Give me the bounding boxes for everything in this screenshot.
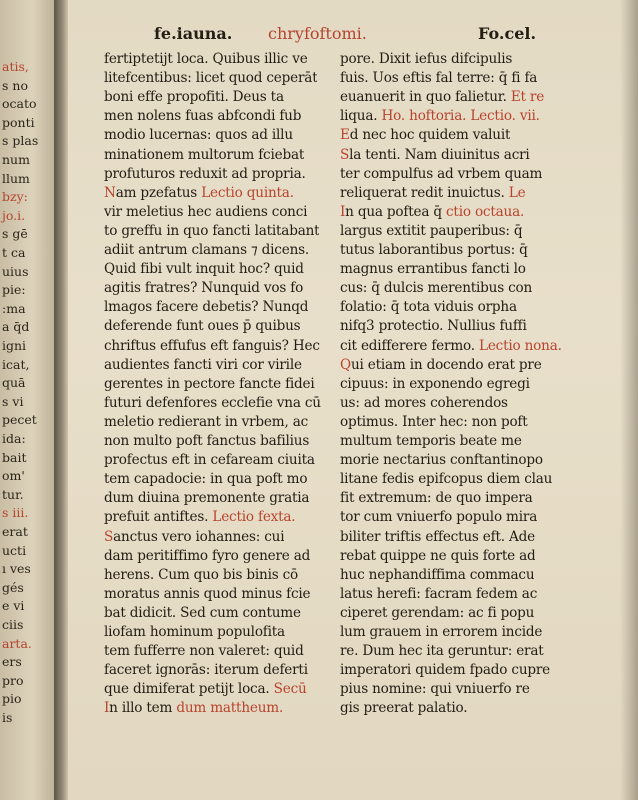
body-text: boni effe propofiti. Deus ta xyxy=(104,89,284,106)
body-text: audientes fancti viri cor virile xyxy=(104,356,302,373)
text-line xyxy=(340,165,542,184)
text-line xyxy=(340,126,510,145)
body-text: chriftus effufus eft fanguis? Hec xyxy=(104,337,320,354)
body-text: moratus annis quod minus fcie xyxy=(104,585,311,602)
left-page-fragment: ciis xyxy=(2,617,24,632)
rubric-text: S xyxy=(104,528,114,545)
text-line xyxy=(104,451,315,470)
body-text: multum temporis beate me xyxy=(340,433,522,449)
body-text: cipuus: in exponendo egregi xyxy=(340,375,530,392)
body-text: gerentes in pectore fancte fidei xyxy=(104,375,315,392)
body-text: ui etiam in docendo erat pre xyxy=(350,356,542,373)
left-page-fragment: ponti xyxy=(2,114,35,130)
body-text: liqua. xyxy=(340,108,382,125)
left-page-fragment: om' xyxy=(2,468,25,484)
body-text: n qua poftea q̄ xyxy=(345,203,447,220)
text-line xyxy=(340,604,534,623)
body-text: tem fufferre non valeret: quid xyxy=(104,643,304,660)
text-line xyxy=(104,528,284,547)
body-text: d nec hoc quidem valuit xyxy=(349,127,511,144)
left-page-edge xyxy=(0,0,54,800)
body-text: agitis fratres? Nunquid vos fo xyxy=(104,280,304,297)
text-line xyxy=(340,661,550,680)
body-text: adiit antrum clamans ⁊ dicens. xyxy=(104,242,310,258)
text-line xyxy=(104,88,284,107)
text-line xyxy=(340,508,537,527)
body-text: non multo poft fanctus bafilius xyxy=(104,433,310,449)
text-line xyxy=(104,489,309,508)
text-line xyxy=(104,50,308,69)
body-text: liofam hominum populofita xyxy=(104,624,285,640)
text-line xyxy=(340,642,544,661)
left-page-fragment: ucti xyxy=(2,542,27,558)
body-text: morie nectarius conftantinopo xyxy=(340,452,543,469)
left-page-fragment: pie: xyxy=(2,282,26,298)
left-page-fragment: jo.i. xyxy=(2,207,26,223)
text-line xyxy=(340,680,530,699)
text-line xyxy=(104,508,295,527)
left-page-fragment: bzy: xyxy=(2,189,28,205)
left-page-fragment: e vi xyxy=(2,598,25,614)
left-page-fragment: uius xyxy=(2,263,29,279)
body-text: cus: q̄ dulcis merentibus con xyxy=(340,280,533,297)
rubric-text: Lectio quinta. xyxy=(201,184,294,201)
text-line xyxy=(340,146,530,165)
body-text: anctus vero iohannes: cui xyxy=(113,528,285,545)
text-line xyxy=(340,623,542,642)
left-page-fragment: gés xyxy=(2,579,24,595)
body-text: herens. Cum quo bis binis cō xyxy=(104,566,299,583)
body-text: re. Dum hec ita geruntur: erat xyxy=(340,643,544,660)
right-page xyxy=(68,0,638,800)
body-text: dam peritiffimo fyro genere ad xyxy=(104,547,311,564)
body-text: fertiptetijt loca. Quibus illic ve xyxy=(104,51,308,67)
rubric-text: S xyxy=(340,146,350,163)
text-line xyxy=(104,623,285,642)
body-text: profectus eft in cefaream ciuita xyxy=(104,452,315,469)
folio-number: Fo.cel. xyxy=(478,24,537,43)
text-line xyxy=(340,470,552,489)
body-text: lum grauem in errorem incide xyxy=(340,624,543,640)
body-text: fuis. Uos eftis fal terre: q̄ fi fa xyxy=(340,70,538,87)
text-line xyxy=(104,107,301,126)
body-text: meletio redierant in vrbem, ac xyxy=(104,413,309,430)
left-page-fragment: t ca xyxy=(2,245,26,260)
text-line xyxy=(340,88,544,107)
body-text: prefuit antiftes. xyxy=(104,509,213,526)
text-line xyxy=(104,375,315,394)
left-page-fragment: tur. xyxy=(2,486,24,502)
text-line xyxy=(340,279,532,298)
text-line xyxy=(340,260,526,279)
left-page-fragment: arta. xyxy=(2,635,32,651)
body-text: dum diuina premonente gratia xyxy=(104,490,310,507)
text-line xyxy=(104,126,293,145)
text-line xyxy=(340,50,512,69)
left-page-fragment: ers xyxy=(2,654,22,670)
left-page-fragment: s vi xyxy=(2,393,24,409)
body-text: futuri defenfores ecclefie vna cū xyxy=(104,394,321,411)
left-page-fragment: s plas xyxy=(2,133,39,149)
text-line xyxy=(104,585,310,604)
text-line xyxy=(104,146,304,165)
body-text: pore. Dixit iefus difcipulis xyxy=(340,51,513,67)
text-line xyxy=(104,298,308,317)
rubric-text: Ho. hoftoria. Lectio. vii. xyxy=(381,108,540,125)
text-line xyxy=(104,222,319,241)
text-line xyxy=(340,184,525,203)
body-text: litane fedis epifcopus diem clau xyxy=(340,471,553,488)
body-text: tem capadocie: in qua poft mo xyxy=(104,471,308,488)
rubric-text: N xyxy=(104,184,116,201)
text-line xyxy=(340,451,543,470)
body-text: bat didicit. Sed cum contume xyxy=(104,604,301,621)
body-text: pius nomine: qui vniuerfo re xyxy=(340,681,530,698)
left-page-fragment: quā xyxy=(2,375,26,391)
rubric-text: Lectio nona. xyxy=(479,337,562,354)
body-text: vir meletius hec audiens conci xyxy=(104,203,308,220)
body-text: faceret ignorās: iterum deferti xyxy=(104,662,308,679)
left-page-fragment: icat, xyxy=(2,356,30,372)
body-text: litefcentibus: licet quod ceperāt xyxy=(104,70,318,87)
text-line xyxy=(104,642,304,661)
body-text: magnus errantibus fancti lo xyxy=(340,261,526,278)
body-text: ter compulfus ad vrbem quam xyxy=(340,165,543,182)
left-page-fragment: erat xyxy=(2,524,28,539)
left-page-fragment: s gē xyxy=(2,226,28,242)
body-text: cit edifferere fermo. xyxy=(340,337,480,354)
body-text: nifq3 protectio. Nullius fuffi xyxy=(340,318,527,335)
text-line xyxy=(104,203,307,222)
text-line xyxy=(340,317,527,336)
left-page-fragment: s iii. xyxy=(2,505,29,521)
text-line xyxy=(340,528,535,547)
book-gutter xyxy=(54,0,68,800)
body-text: deferende funt oues p̄ quibus xyxy=(104,318,301,335)
text-line xyxy=(104,547,310,566)
body-text: modio lucernas: quos ad illu xyxy=(104,127,293,144)
body-text: am pzefatus xyxy=(115,184,202,201)
body-text: fit extremum: de quo impera xyxy=(340,490,533,507)
text-line xyxy=(340,394,508,413)
text-line xyxy=(104,317,300,336)
text-line xyxy=(340,413,528,432)
body-text: largus extitit pauperibus: q̄ xyxy=(340,222,523,239)
rubric-text: Et re xyxy=(510,89,545,106)
text-line xyxy=(104,470,307,489)
rubric-text: ctio octaua. xyxy=(446,203,525,220)
rubric-text: Secū xyxy=(273,681,307,698)
text-line xyxy=(340,107,540,126)
running-header-center: chryfoftomi. xyxy=(268,24,367,43)
body-text: men nolens fuas abfcondi fub xyxy=(104,108,302,125)
body-text: latus herefi: facram fedem ac xyxy=(340,585,538,602)
body-text: Quid fibi vult inquit hoc? quid xyxy=(104,261,304,278)
text-line xyxy=(104,337,320,356)
text-line xyxy=(104,184,294,203)
text-line xyxy=(340,337,562,356)
body-text: ciperet gerendam: ac fi popu xyxy=(340,604,535,621)
rubric-text: Le xyxy=(508,184,526,201)
text-line xyxy=(104,566,298,585)
left-page-fragment: pro xyxy=(2,672,24,688)
text-line xyxy=(104,413,308,432)
left-page-fragment: is xyxy=(2,710,13,725)
rubric-text: E xyxy=(340,127,350,144)
rubric-text: dum mattheum. xyxy=(176,700,284,717)
body-text: n illo tem xyxy=(109,700,177,717)
body-text: lmagos facere debetis? Nunqd xyxy=(104,299,309,316)
text-line xyxy=(340,69,537,88)
text-line xyxy=(340,375,530,394)
body-text: minationem multorum fciebat xyxy=(104,146,305,163)
text-line xyxy=(340,298,517,317)
text-line xyxy=(340,585,537,604)
left-page-fragment: ocato xyxy=(2,96,37,112)
body-text: biliter triftis effectus eft. Ade xyxy=(340,528,535,545)
text-line xyxy=(340,222,522,241)
text-line xyxy=(340,547,535,566)
body-text: tor cum vniuerfo populo mira xyxy=(340,509,538,526)
text-line xyxy=(340,566,534,585)
text-line xyxy=(104,260,304,279)
body-text: gis preerat palatio. xyxy=(340,700,468,717)
text-line xyxy=(340,432,522,451)
left-page-fragment: num xyxy=(2,152,30,167)
text-line xyxy=(104,680,307,699)
body-text: reliquerat redit inuictus. xyxy=(340,184,509,201)
body-text: optimus. Inter hec: non poft xyxy=(340,413,528,430)
body-text: folatio: q̄ tota viduis orpha xyxy=(340,299,517,316)
text-line xyxy=(104,69,317,88)
body-text: la tenti. Nam diuinitus acri xyxy=(349,146,530,163)
text-line xyxy=(104,241,309,260)
left-page-fragment: a q̄d xyxy=(2,319,30,335)
body-text: us: ad mores coherendos xyxy=(340,394,508,411)
text-line xyxy=(340,203,524,222)
body-text: euanuerit in quo falietur. xyxy=(340,89,511,106)
text-line xyxy=(340,489,533,508)
text-line xyxy=(340,356,542,375)
left-page-fragment: :ma xyxy=(2,300,26,316)
text-line xyxy=(104,356,302,375)
text-line xyxy=(340,699,467,718)
left-page-fragment: atis, xyxy=(2,59,29,74)
left-page-fragment: igni xyxy=(2,338,27,353)
rubric-text: Q xyxy=(340,356,351,373)
body-text: rebat quippe ne quis forte ad xyxy=(340,547,536,564)
running-header-left: fe.iauna. xyxy=(154,24,233,43)
text-line xyxy=(340,241,528,260)
left-page-fragment: s no xyxy=(2,77,28,93)
text-line xyxy=(104,699,283,718)
left-page-fragment: ı ves xyxy=(2,561,31,577)
body-text: to greffu in quo fancti latitabant xyxy=(104,222,320,239)
rubric-text: Lectio fexta. xyxy=(212,509,296,526)
body-text: tutus laborantibus portus: q̄ xyxy=(340,242,528,258)
body-text: que dimiferat petijt loca. xyxy=(104,681,274,698)
body-text: huc nephandiffima commacu xyxy=(340,566,535,583)
left-page-fragment: ida: xyxy=(2,431,26,446)
body-text: profuturos reduxit ad propria. xyxy=(104,165,306,182)
text-line xyxy=(104,165,306,184)
left-page-fragment: llum xyxy=(2,170,30,186)
body-text: imperatori quidem fpado cupre xyxy=(340,662,551,679)
left-page-fragment: bait xyxy=(2,449,27,465)
text-line xyxy=(104,661,308,680)
text-line xyxy=(104,279,303,298)
rubric-text: I xyxy=(340,203,346,220)
left-page-fragment: pio xyxy=(2,691,22,707)
text-line xyxy=(104,604,301,623)
text-line xyxy=(104,432,309,451)
left-page-fragment: pecet xyxy=(2,412,37,428)
text-line xyxy=(104,394,321,413)
rubric-text: I xyxy=(104,700,110,717)
